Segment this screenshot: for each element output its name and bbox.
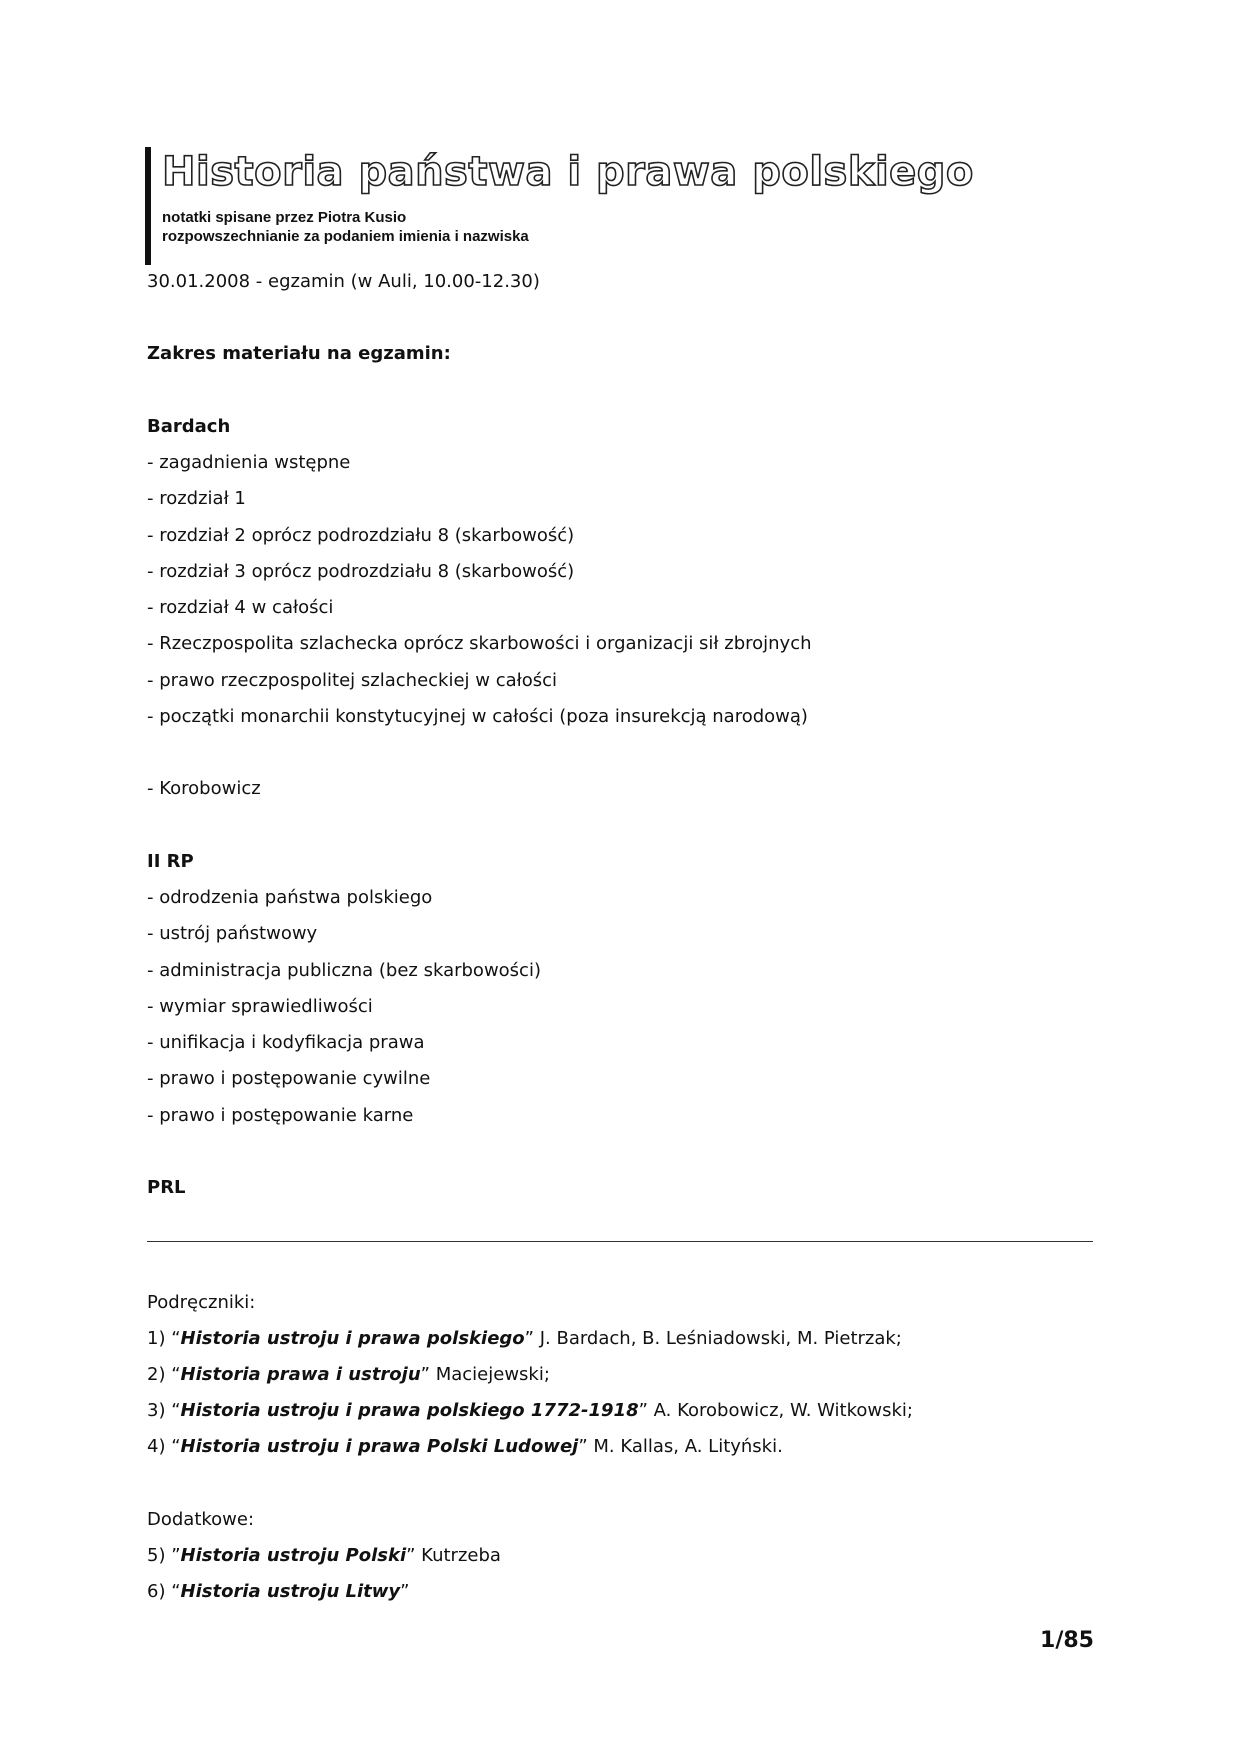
additional-heading: Dodatkowe: (147, 1509, 255, 1530)
list-item: - ustrój państwowy (147, 923, 318, 944)
list-item: - zagadnienia wstępne (147, 452, 351, 473)
textbook-item (147, 1402, 913, 1420)
section-divider (147, 1241, 1093, 1242)
textbook-item (147, 1366, 550, 1384)
page-total: 85 (1063, 1628, 1094, 1653)
scope-heading: Zakres materiału na egzamin: (147, 343, 451, 364)
list-item: - początki monarchii konstytucyjnej w całości (poza insurekcją narodową) (147, 706, 808, 727)
list-item: - unifikacja i kodyfikacja prawa (147, 1032, 425, 1053)
item-number: 1) “ (147, 1328, 181, 1349)
book-title: Historia ustroju Litwy (180, 1581, 401, 1602)
list-item: - prawo rzeczpospolitej szlacheckiej w całości (147, 670, 558, 691)
document-subtitle-author: notatki spisane przez Piotra Kusio (162, 209, 407, 226)
document-subtitle-license: rozpowszechnianie za podaniem imienia i nazwiska (162, 228, 529, 245)
list-item: - rozdział 3 oprócz podrozdziału 8 (skarbowość) (147, 561, 575, 582)
item-number: 6) “ (147, 1581, 181, 1602)
additional-item (147, 1583, 409, 1601)
book-authors: ” A. Korobowicz, W. Witkowski; (638, 1400, 913, 1421)
book-title: Historia ustroju Polski (180, 1545, 407, 1566)
book-authors: ” (400, 1581, 410, 1602)
item-number: 4) “ (147, 1436, 181, 1457)
item-number: 5) ” (147, 1545, 181, 1566)
textbook-item (147, 1438, 783, 1456)
book-title: Historia ustroju i prawa polskiego (180, 1328, 525, 1349)
list-item: - rozdział 1 (147, 488, 246, 509)
second-rp-heading: II RP (147, 851, 194, 872)
page-number (1040, 1630, 1094, 1652)
book-title: Historia prawa i ustroju (180, 1364, 421, 1385)
exam-date-line: 30.01.2008 - egzamin (w Auli, 10.00-12.30) (147, 271, 540, 292)
book-authors: ” Maciejewski; (420, 1364, 550, 1385)
item-number: 3) “ (147, 1400, 181, 1421)
list-item: - rozdział 4 w całości (147, 597, 334, 618)
list-item: - Rzeczpospolita szlachecka oprócz skarbowości i organizacji sił zbrojnych (147, 633, 812, 654)
item-number: 2) “ (147, 1364, 181, 1385)
page-separator: / (1055, 1628, 1064, 1653)
list-item: - rozdział 2 oprócz podrozdziału 8 (skarbowość) (147, 525, 575, 546)
book-authors: ” J. Bardach, B. Leśniadowski, M. Pietrzak; (524, 1328, 902, 1349)
book-authors: ” M. Kallas, A. Lityński. (578, 1436, 783, 1457)
prl-heading: PRL (147, 1177, 186, 1198)
book-authors: ” Kutrzeba (406, 1545, 501, 1566)
header-accent-bar (145, 147, 151, 265)
book-title: Historia ustroju i prawa Polski Ludowej (180, 1436, 579, 1457)
textbook-item (147, 1330, 902, 1348)
document-title: Historia państwa i prawa polskiego (162, 149, 974, 195)
additional-item (147, 1547, 501, 1565)
list-item: - prawo i postępowanie karne (147, 1105, 414, 1126)
list-item: - administracja publiczna (bez skarbowości) (147, 960, 541, 981)
korobowicz-line: - Korobowicz (147, 778, 261, 799)
list-item: - prawo i postępowanie cywilne (147, 1068, 431, 1089)
bardach-heading: Bardach (147, 416, 231, 437)
list-item: - odrodzenia państwa polskiego (147, 887, 433, 908)
page-current: 1 (1040, 1628, 1056, 1653)
book-title: Historia ustroju i prawa polskiego 1772-1918 (180, 1400, 639, 1421)
list-item: - wymiar sprawiedliwości (147, 996, 373, 1017)
textbooks-heading: Podręczniki: (147, 1292, 256, 1313)
